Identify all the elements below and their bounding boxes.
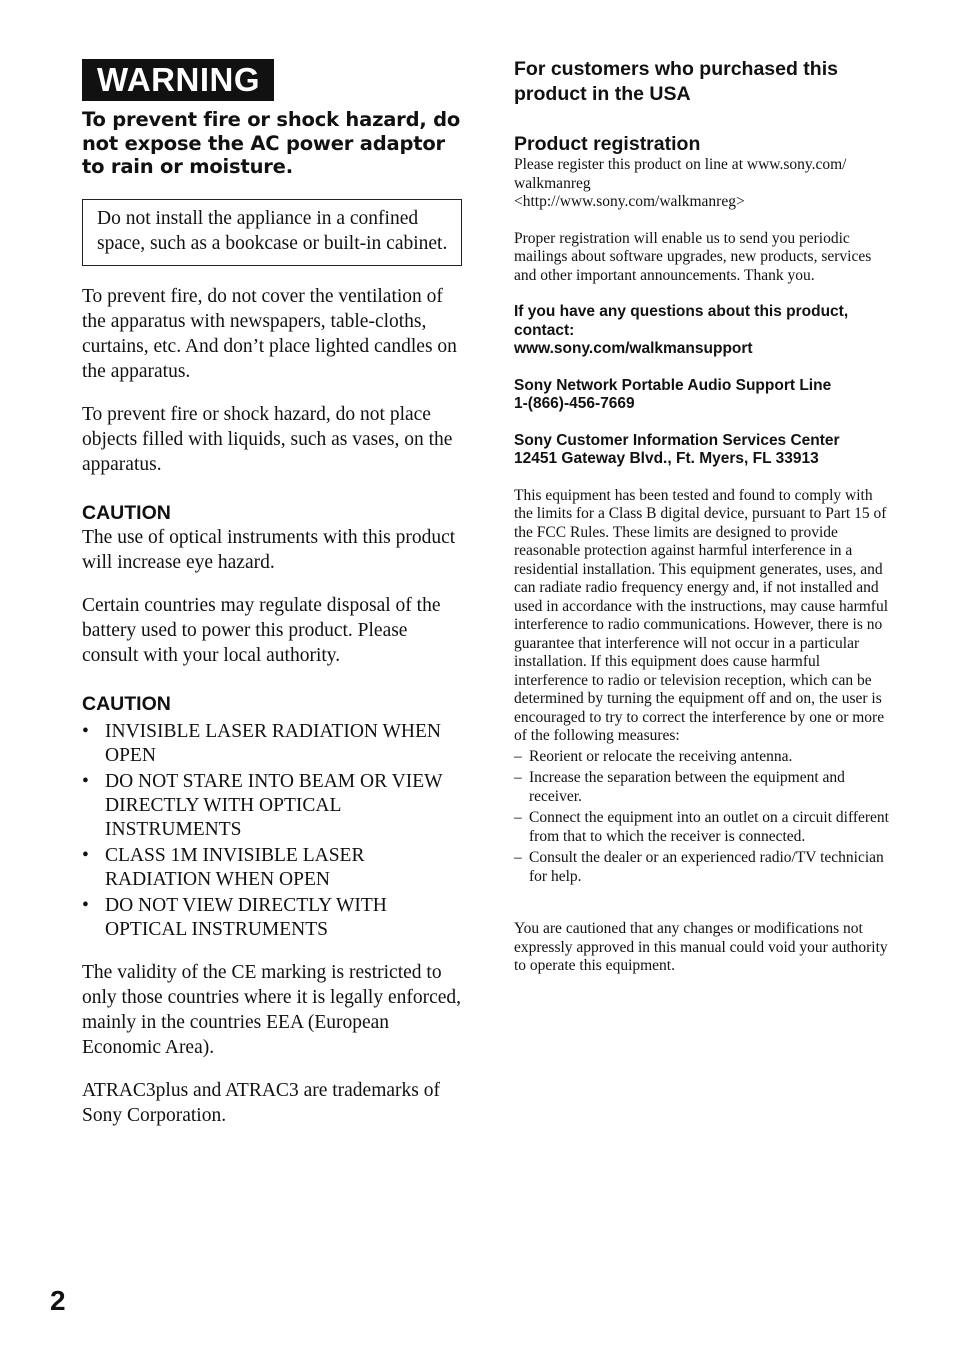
caution-heading-laser: CAUTION — [82, 692, 171, 715]
registration-url-text: Please register this product on line at www.sony.com/ walkmanreg — [514, 156, 847, 192]
list-item: – Increase the separation between the equipment and receiver. — [514, 769, 894, 806]
trademark-paragraph: ATRAC3plus and ATRAC3 are trademarks of Sony Corporation. — [82, 1079, 440, 1126]
list-item: • CLASS 1M INVISIBLE LASER RADIATION WHEN OPEN — [82, 844, 462, 892]
information-center-address: 12451 Gateway Blvd., Ft. Myers, FL 33913 — [514, 450, 819, 467]
information-center-name: Sony Customer Information Services Center — [514, 431, 840, 449]
right-column — [514, 57, 894, 976]
list-item: • INVISIBLE LASER RADIATION WHEN OPEN — [82, 720, 462, 768]
registration-benefit-text: Proper registration will enable us to send you periodic mailings about software upgrades, new products, services and other important announcements. Thank you. — [514, 229, 872, 284]
modification-warning: You are cautioned that any changes or modifications not expressly approved in this manual could void your authority to operate this equipment. — [514, 920, 888, 974]
laser-caution-list — [82, 720, 462, 942]
registration-link: <http://www.sony.com/walkmanreg> — [514, 193, 745, 210]
usa-customers-heading: For customers who purchased this product in the USA — [514, 58, 838, 105]
list-item: • DO NOT STARE INTO BEAM OR VIEW DIRECTLY WITH OPTICAL INSTRUMENTS — [82, 770, 462, 842]
fcc-statement: This equipment has been tested and found to comply with the limits for a Class B digital device, pursuant to Part 15 of the FCC Rules. These limits are designed to provide reasonable protection against harmful interference in a residential installation. This equipment generates, uses, and can radiate radio frequency energy and, if not installed and used in accordance with the instructions, may cause harmful interference to radio communications. However, there is no guarantee that interference will not occur in a particular installation. If this equipment does cause harmful interference to radio or television reception, which can be determined by turning the equipment off and on, the user is encouraged to try to correct the interference by one or more of the following measures: — [514, 486, 889, 744]
fcc-measures-list — [514, 748, 894, 887]
hazard-statement: To prevent fire or shock hazard, do not expose the AC power adaptor to rain or moisture. — [82, 108, 461, 178]
ce-marking-paragraph: The validity of the CE marking is restricted to only those countries where it is legally enforced, mainly in the countries EEA (European Economic Area). — [82, 961, 462, 1058]
list-item: – Consult the dealer or an experienced radio/TV technician for help. — [514, 849, 894, 886]
questions-label: If you have any questions about this product, contact: — [514, 303, 849, 339]
list-item: – Connect the equipment into an outlet on a circuit different from that to which the receiver is connected. — [514, 809, 894, 846]
information-center — [514, 432, 894, 469]
battery-disposal-paragraph: Certain countries may regulate disposal of the battery used to power this product. Please consult with your local authority. — [82, 594, 441, 666]
support-line — [514, 377, 894, 414]
ventilation-paragraph: To prevent fire, do not cover the ventilation of the apparatus with newspapers, table-cloths, curtains, etc. And don’t place lighted candles on the apparatus. — [82, 285, 457, 382]
optical-caution-text: The use of optical instruments with this product will increase eye hazard. — [82, 526, 456, 573]
list-item: – Reorient or relocate the receiving antenna. — [514, 748, 894, 767]
page-number: 2 — [50, 1285, 66, 1316]
caution-heading-optical: CAUTION — [82, 501, 171, 524]
left-column — [82, 59, 462, 1128]
warning-banner: WARNING — [82, 59, 274, 101]
support-line-label: Sony Network Portable Audio Support Line — [514, 376, 832, 394]
support-phone: 1-(866)-456-7669 — [514, 395, 635, 412]
confined-space-notice: Do not install the appliance in a confined space, such as a bookcase or built-in cabinet. — [82, 199, 462, 266]
liquids-paragraph: To prevent fire or shock hazard, do not place objects filled with liquids, such as vases, on the apparatus. — [82, 403, 453, 475]
registration-heading: Product registration — [514, 133, 701, 155]
questions-contact — [514, 303, 894, 359]
support-website: www.sony.com/walkmansupport — [514, 340, 753, 357]
list-item: • DO NOT VIEW DIRECTLY WITH OPTICAL INSTRUMENTS — [82, 894, 462, 942]
